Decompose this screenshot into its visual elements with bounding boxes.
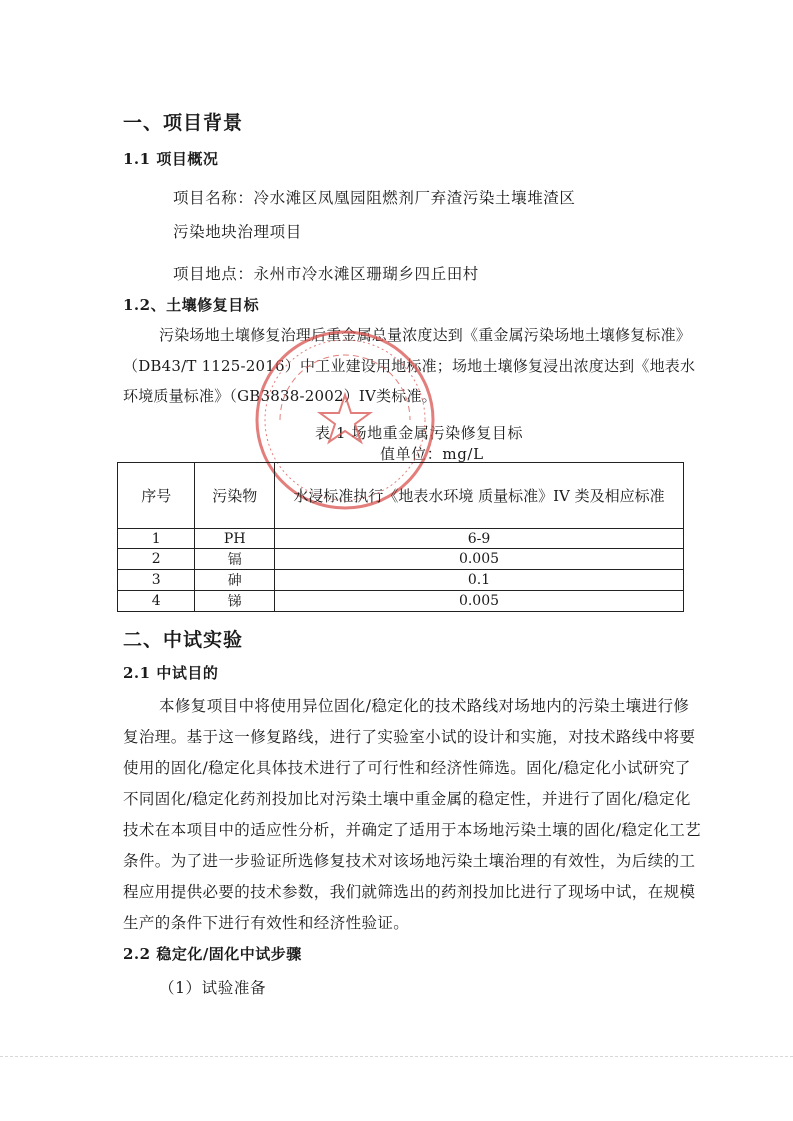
target-line-2: （DB43/T 1125-2016）中工业建设用地标准；场地土壤修复浸出浓度达到《地表水: [123, 357, 696, 375]
page-bottom-divider: [0, 1056, 793, 1057]
table-header-cell: 序号: [118, 463, 195, 529]
section-1-title: 一、项目背景: [123, 112, 244, 134]
table-header-row: [118, 463, 684, 529]
table-unit: 值单位：mg/L: [380, 445, 484, 463]
table-cell: 0.005: [275, 591, 684, 612]
table-row: [118, 591, 684, 612]
section-2-title: 二、中试实验: [123, 629, 244, 651]
table-header-cell: 水浸标准执行《地表水环境 质量标准》IV 类及相应标准: [275, 463, 684, 529]
table-cell: 镉: [195, 549, 275, 570]
table-cell: PH: [195, 529, 275, 549]
purpose-line-1: 本修复项目中将使用异位固化/稳定化的技术路线对场地内的污染土壤进行修: [159, 697, 690, 715]
purpose-line-4: 不同固化/稳定化药剂投加比对污染土壤中重金属的稳定性，并进行了固化/稳定化: [123, 790, 691, 808]
subsection-1-1-title: 1.1 项目概况: [123, 150, 219, 168]
table-cell: 锑: [195, 591, 275, 612]
purpose-line-8: 生产的条件下进行有效性和经济性验证。: [123, 914, 410, 932]
table-cell: 1: [118, 529, 195, 549]
project-name-line2: 污染地块治理项目: [173, 223, 302, 241]
purpose-line-3: 使用的固化/稳定化具体技术进行了可行性和经济性筛选。固化/稳定化小试研究了: [123, 759, 691, 777]
subsection-2-2-title: 2.2 稳定化/固化中试步骤: [123, 945, 302, 963]
table-header-cell: 污染物: [195, 463, 275, 529]
project-location: 项目地点：永州市冷水滩区珊瑚乡四丘田村: [173, 265, 479, 283]
step-1-label: （1）试验准备: [159, 979, 267, 997]
target-line-1: 污染场地土壤修复治理后重金属总量浓度达到《重金属污染场地土壤修复标准》: [159, 326, 692, 344]
table-row: [118, 570, 684, 591]
table-cell: 3: [118, 570, 195, 591]
table-cell: 6-9: [275, 529, 684, 549]
table-cell: 4: [118, 591, 195, 612]
purpose-line-7: 程应用提供必要的技术参数，我们就筛选出的药剂投加比进行了现场中试，在规模: [123, 883, 696, 901]
table-cell: 砷: [195, 570, 275, 591]
purpose-line-2: 复治理。基于这一修复路线，进行了实验室小试的设计和实施，对技术路线中将要: [123, 728, 696, 746]
table-cell: 0.1: [275, 570, 684, 591]
target-line-3: 环境质量标准》（GB3838-2002）IV类标准。: [123, 387, 437, 405]
table-caption: 表 1 场地重金属污染修复目标: [315, 424, 524, 442]
remediation-target-table: [117, 462, 684, 612]
purpose-line-6: 条件。为了进一步验证所选修复技术对该场地污染土壤治理的有效性，为后续的工: [123, 852, 696, 870]
subsection-1-2-title: 1.2、土壤修复目标: [123, 296, 260, 314]
table-cell: 2: [118, 549, 195, 570]
subsection-2-1-title: 2.1 中试目的: [123, 664, 219, 682]
table-row: [118, 529, 684, 549]
table-cell: 0.005: [275, 549, 684, 570]
table-row: [118, 549, 684, 570]
purpose-line-5: 技术在本项目中的适应性分析，并确定了适用于本场地污染土壤的固化/稳定化工艺: [123, 821, 702, 839]
project-name-line1: 项目名称：冷水滩区凤凰园阻燃剂厂弃渣污染土壤堆渣区: [173, 189, 576, 207]
